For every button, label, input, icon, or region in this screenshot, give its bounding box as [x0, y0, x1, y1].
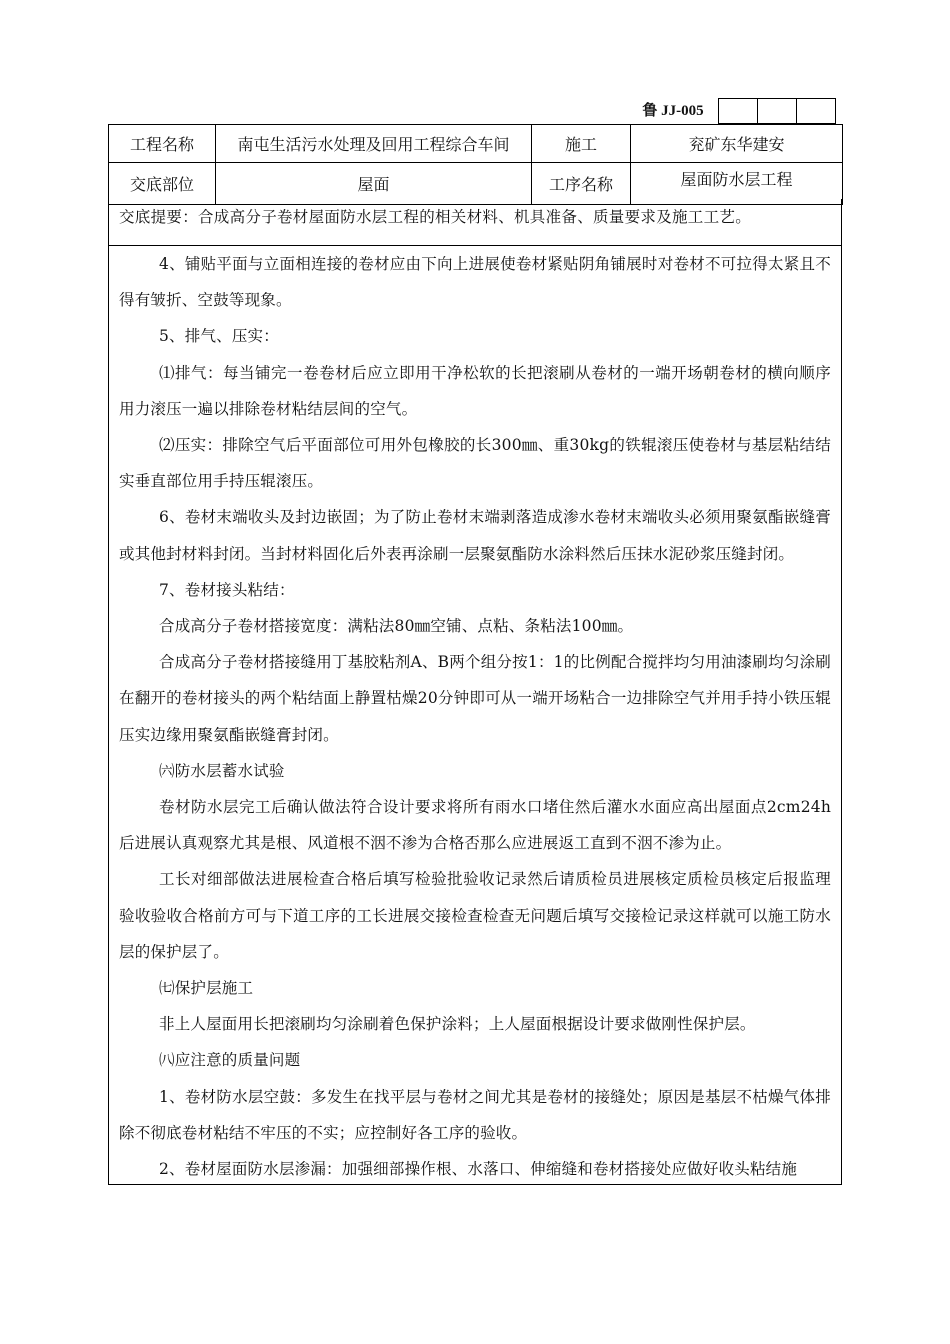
code-box: [718, 98, 758, 124]
paragraph: 6、卷材末端收头及封边嵌固；为了防止卷材末端剥落造成渗水卷材末端收头必须用聚氨酯嵌缝膏或其他封材料封闭。当封材料固化后外表再涂刷一层聚氨酯防水涂料然后压抹水泥砂浆压缝封闭。: [119, 508, 831, 563]
paragraph: ㈧应注意的质量问题: [159, 1051, 301, 1070]
paragraph: 非上人屋面用长把滚刷均匀涂刷着色保护涂料；上人屋面根据设计要求做刚性保护层。: [159, 1015, 756, 1034]
location-value: 屋面: [216, 163, 532, 205]
summary-box: [108, 199, 842, 246]
paragraph: ㈥防水层蓄水试验: [159, 761, 285, 780]
paragraph: 2、卷材屋面防水层渗漏：加强细部操作根、水落口、伸缩缝和卷材搭接处应做好收头粘结施: [159, 1160, 798, 1179]
construction-value: 兖矿东华建安: [631, 125, 843, 163]
location-label: 交底部位: [109, 163, 216, 205]
code-box: [758, 98, 797, 124]
process-value: 屋面防水层工程: [631, 163, 843, 205]
form-code-row: [628, 98, 836, 124]
project-name-value: 南屯生活污水处理及回用工程综合车间: [216, 125, 532, 163]
paragraph: ⑴排气：每当铺完一卷卷材后应立即用干净松软的长把滚刷从卷材的一端开场朝卷材的横向顺序用力滚压一遍以排除卷材粘结层间的空气。: [119, 363, 831, 418]
paragraph: 合成高分子卷材搭接宽度：满粘法80㎜空铺、点粘、条粘法100㎜。: [159, 617, 634, 636]
code-box: [797, 98, 836, 124]
paragraph: 4、铺贴平面与立面相连接的卷材应由下向上进展使卷材紧贴阴角铺展时对卷材不可拉得太紧且不得有皱折、空鼓等现象。: [119, 255, 831, 310]
paragraph: ⑵压实：排除空气后平面部位可用外包橡胶的长300㎜、重30kg的铁辊滚压使卷材与基层粘结结实垂直部位用手持压辊滚压。: [119, 436, 831, 491]
paragraph: 5、排气、压实：: [159, 327, 279, 346]
paragraph: ㈦保护层施工: [159, 979, 254, 998]
paragraph: 卷材防水层完工后确认做法符合设计要求将所有雨水口堵住然后灌水水面应高出屋面点2cm24h后进展认真观察尤其是根、风道根不洇不渗为合格否那么应进展返工直到不洇不渗为止。: [119, 798, 831, 853]
summary-text: 交底提要：合成高分子卷材屋面防水层工程的相关材料、机具准备、质量要求及施工工艺。: [119, 208, 752, 226]
paragraph: 1、卷材防水层空鼓：多发生在找平层与卷材之间尤其是卷材的接缝处；原因是基层不枯燥气体排除不彻底卷材粘结不牢压的不实；应控制好各工序的验收。: [119, 1087, 831, 1142]
paragraph: 7、卷材接头粘结：: [159, 580, 295, 599]
content-text: [109, 246, 841, 1187]
paragraph: 合成高分子卷材搭接缝用丁基胶粘剂A、B两个组分按1：1的比例配合搅拌均匀用油漆刷均匀涂刷在翻开的卷材接头的两个粘结面上静置枯燥20分钟即可从一端开场粘合一边排除空气并用手持小铁压辊压实边缘用聚氨酯嵌缝膏封闭。: [119, 653, 831, 744]
header-row: [109, 125, 843, 163]
header-table: [108, 124, 843, 205]
content-box: [108, 246, 842, 1185]
paragraph: 工长对细部做法进展检查合格后填写检验批验收记录然后请质检员进展核定质检员核定后报监理验收验收合格前方可与下道工序的工长进展交接检查检查无问题后填写交接检记录这样就可以施工防水层的保护层了。: [119, 870, 831, 961]
project-name-label: 工程名称: [109, 125, 216, 163]
form-code: 鲁 JJ-005: [642, 103, 704, 119]
process-label: 工序名称: [532, 163, 631, 205]
construction-label: 施工: [532, 125, 631, 163]
